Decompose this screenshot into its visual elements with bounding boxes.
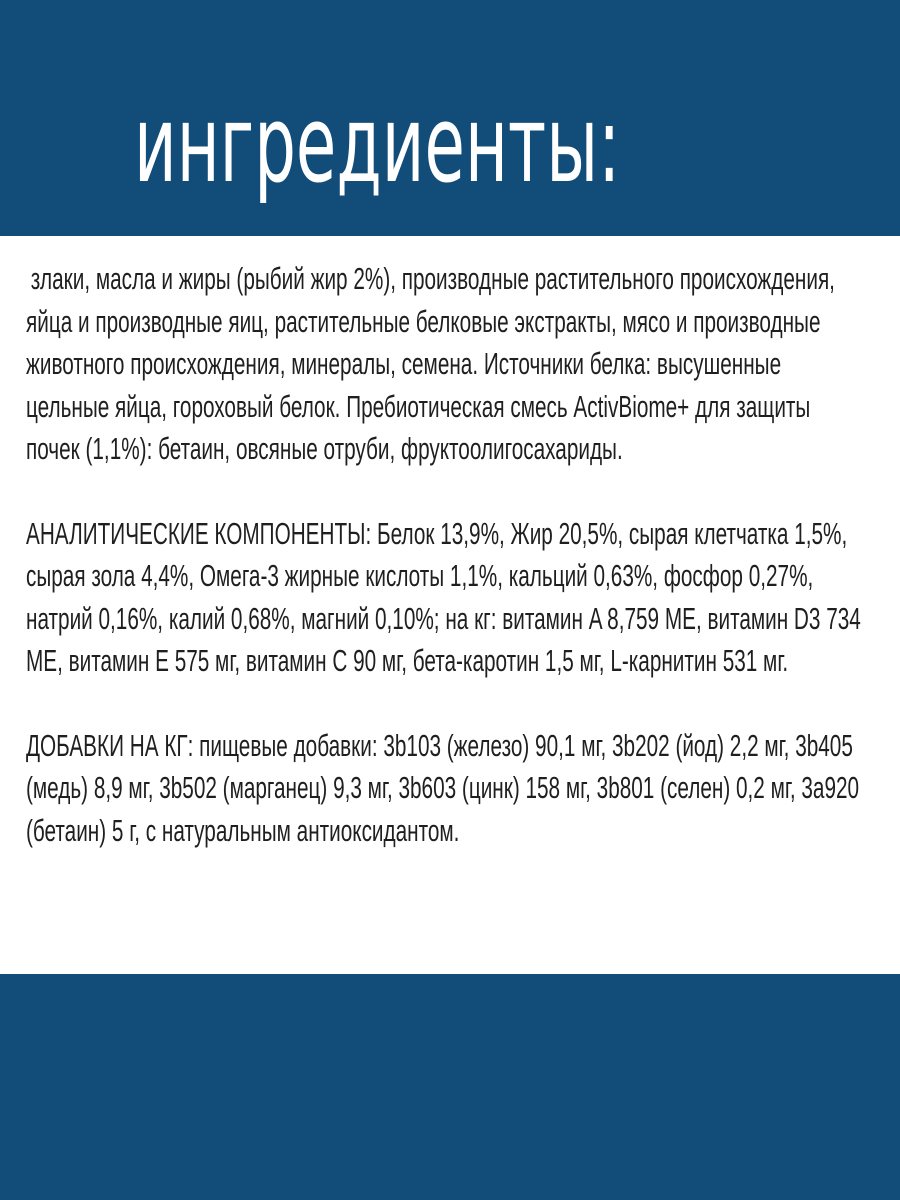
page-title: ингредиенты: bbox=[134, 83, 621, 206]
analytical-components-paragraph: АНАЛИТИЧЕСКИЕ КОМПОНЕНТЫ: Белок 13,9%, Жир 20,5%, сырая клетчатка 1,5%, сырая зола 4,4%, Омега-3 жирные кислоты 1,1%, кальций 0,63%, фосфор 0,27%, натрий 0,16%, калий 0,68%, магний 0,10%; на кг: витамин A 8,759 МЕ, витамин D3 734 МЕ, витамин E 575 мг, витамин C 90 мг, бета-каротин 1,5 мг, L-карнитин 531 мг. bbox=[26, 516, 861, 678]
ingredients-content bbox=[26, 258, 862, 852]
paragraph-spacer bbox=[26, 471, 862, 513]
footer-band bbox=[0, 974, 900, 1200]
additives-paragraph: ДОБАВКИ НА КГ: пищевые добавки: 3b103 (железо) 90,1 мг, 3b202 (йод) 2,2 мг, 3b405 (медь) 8,9 мг, 3b502 (марганец) 9,3 мг, 3b603 (цинк) 158 мг, 3b801 (селен) 0,2 мг, 3a920 (бетаин) 5 г, с натуральным антиоксидантом. bbox=[26, 728, 860, 848]
ingredients-paragraph: злаки, масла и жиры (рыбий жир 2%), производные растительного происхождения, яйца и производные яиц, растительные белковые экстракты, мясо и производные животного происхождения, минералы, семена. Источники белка: высушенные цельные яйца, гороховый белок. Пребиотическая смесь ActivBiome+ для защиты почек (1,1%): бетаин, овсяные отруби, фруктоолигосахариды. bbox=[26, 262, 835, 466]
header-band bbox=[0, 0, 900, 236]
paragraph-spacer bbox=[26, 683, 862, 725]
